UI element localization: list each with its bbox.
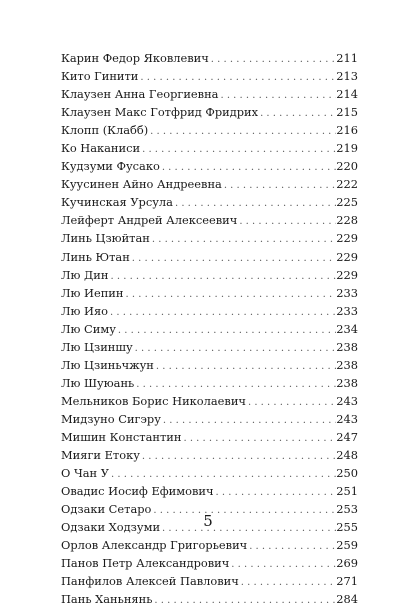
entry-name: Орлов Александр Григорьевич (61, 538, 248, 553)
entry-name: Клопп (Клабб) (61, 123, 149, 138)
dot-leader (249, 538, 336, 556)
toc-entry (61, 49, 358, 67)
entry-name: Линь Ютан (61, 249, 130, 264)
entry-name: Лю Цзиншу (61, 339, 133, 354)
toc-entry (61, 284, 358, 302)
dot-leader (216, 484, 337, 502)
dot-leader (241, 574, 336, 592)
dot-leader (126, 286, 337, 304)
toc-entry (61, 464, 358, 482)
entry-page-number: 229 (336, 231, 358, 246)
toc-entry (61, 338, 358, 356)
toc-entry (61, 175, 358, 193)
toc-entry (61, 590, 358, 608)
dot-leader (132, 250, 336, 268)
entry-page-number: 259 (336, 538, 358, 553)
toc-entry (61, 248, 358, 266)
toc-entry (61, 536, 358, 554)
entry-name: Карин Федор Яковлевич (61, 51, 209, 65)
entry-name: Мияги Етоку (61, 448, 140, 463)
entry-page-number: 234 (336, 321, 358, 336)
entry-name: Кудзуми Фусако (61, 159, 160, 174)
entry-page-number: 255 (336, 520, 358, 535)
entry-name: Линь Цзюйтан (61, 231, 150, 246)
dot-leader (183, 430, 336, 448)
dot-leader (142, 448, 336, 466)
entry-name: Одзаки Сетаро (61, 502, 152, 517)
entry-name: Куусинен Айно Андреевна (61, 177, 222, 192)
toc-entry (61, 392, 358, 410)
entry-page-number: 229 (336, 267, 358, 282)
entry-name: Клаузен Анна Георгиевна (61, 87, 219, 102)
toc-entry (61, 103, 358, 121)
entry-page-number: 247 (336, 429, 358, 444)
toc-entry (61, 157, 358, 175)
entry-name: Лю Цзиньчжун (61, 357, 154, 372)
entry-page-number: 220 (336, 159, 358, 174)
entry-page-number: 222 (336, 177, 358, 192)
entry-name: Клаузен Макс Готфрид Фридрих (61, 105, 259, 120)
dot-leader (150, 123, 336, 141)
entry-name: Кучинская Урсула (61, 195, 173, 210)
entry-page-number: 225 (336, 195, 358, 210)
entry-page-number: 215 (336, 105, 358, 120)
toc-entry (61, 302, 358, 320)
dot-leader (224, 177, 336, 195)
toc-entry (61, 121, 358, 139)
entry-name: Мельников Борис Николаевич (61, 393, 246, 408)
entry-name: Панфилов Алексей Павлович (61, 574, 239, 589)
entry-page-number: 243 (336, 411, 358, 426)
entry-page-number: 238 (336, 375, 358, 390)
page-number: 5 (203, 512, 213, 530)
toc-entry (61, 446, 358, 464)
entry-page-number: 238 (336, 339, 358, 354)
entry-name: О Чан У (61, 466, 109, 481)
entry-name: Ко Наканиси (61, 141, 141, 156)
toc-entry (61, 554, 358, 572)
entry-page-number: 213 (336, 69, 358, 84)
entry-name: Лю Ияо (61, 303, 109, 318)
entry-page-number: 248 (336, 448, 358, 463)
entry-name: Овадис Иосиф Ефимович (61, 484, 214, 499)
toc-entry (61, 229, 358, 247)
entry-page-number: 219 (336, 141, 358, 156)
entry-page-number: 214 (336, 87, 358, 102)
toc-entry (61, 85, 358, 103)
entry-page-number: 211 (336, 51, 358, 65)
entry-name: Лю Иепин (61, 285, 124, 300)
dot-leader (260, 105, 336, 123)
entry-name: Пань Ханьнянь (61, 592, 153, 607)
toc-entry (61, 374, 358, 392)
entry-page-number: 284 (336, 592, 358, 607)
toc-entry (61, 139, 358, 157)
dot-leader (211, 51, 336, 69)
toc-entry (61, 67, 358, 85)
entry-name: Мишин Константин (61, 429, 182, 444)
entry-name: Мидзуно Сигэру (61, 411, 161, 426)
dot-leader (231, 556, 336, 574)
entry-name: Лю Шуюань (61, 375, 135, 390)
toc-entry (61, 482, 358, 500)
toc-entry (61, 356, 358, 374)
toc-entry (61, 320, 358, 338)
entry-page-number: 233 (336, 285, 358, 300)
entry-page-number: 253 (336, 502, 358, 517)
dot-leader (156, 358, 336, 376)
entry-page-number: 238 (336, 357, 358, 372)
entry-name: Лю Дин (61, 267, 109, 282)
toc-entry (61, 410, 358, 428)
toc-entry (61, 428, 358, 446)
entry-page-number: 271 (336, 574, 358, 589)
entry-page-number: 250 (336, 466, 358, 481)
dot-leader (111, 268, 337, 286)
entry-name: Панов Петр Александрович (61, 556, 230, 571)
dot-leader (142, 141, 336, 159)
entry-page-number: 243 (336, 393, 358, 408)
entry-page-number: 216 (336, 123, 358, 138)
dot-leader (239, 213, 336, 231)
dot-leader (248, 394, 336, 412)
entry-name: Лю Симу (61, 321, 116, 336)
entry-name: Одзаки Ходзуми (61, 520, 161, 535)
entry-name: Лейферт Андрей Алексеевич (61, 213, 238, 228)
toc-entry (61, 266, 358, 284)
toc-entry (61, 572, 358, 590)
dot-leader (110, 304, 336, 322)
toc-entry (61, 211, 358, 229)
dot-leader (135, 340, 337, 358)
dot-leader (154, 592, 336, 610)
entry-page-number: 251 (336, 484, 358, 499)
entry-page-number: 233 (336, 303, 358, 318)
entry-page-number: 229 (336, 249, 358, 264)
dot-leader (152, 231, 336, 249)
entry-page-number: 228 (336, 213, 358, 228)
entry-page-number: 269 (336, 556, 358, 571)
dot-leader (118, 322, 336, 340)
toc-entry (61, 193, 358, 211)
entry-name: Кито Гинити (61, 69, 139, 84)
dot-leader (163, 412, 336, 430)
